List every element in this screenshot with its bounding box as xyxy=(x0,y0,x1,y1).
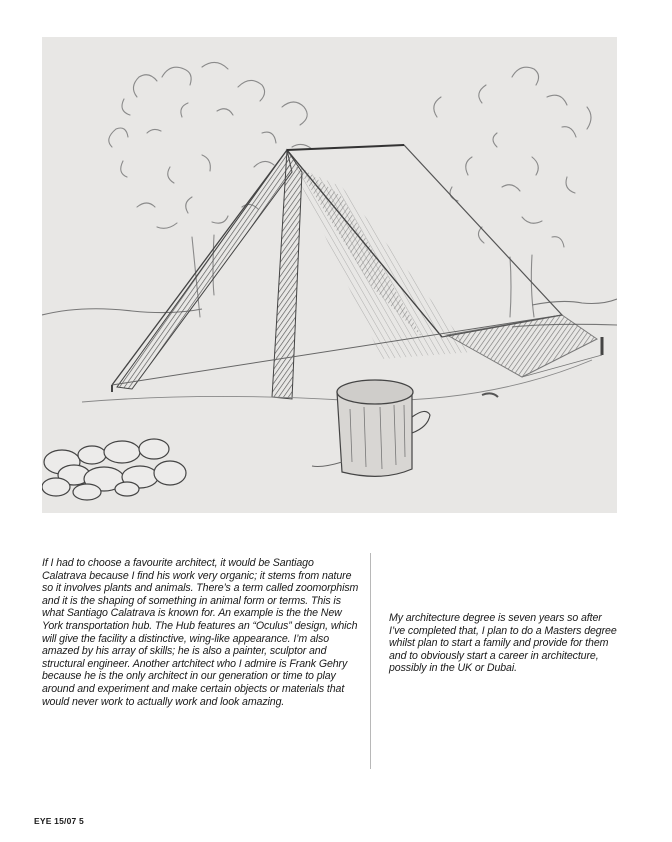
tent-sketch-drawing xyxy=(42,37,617,513)
right-column-text: My architecture degree is seven years so after I’ve completed that, I plan to do a Masters degree whilst plan to start a family and provide for them and to obviously start a career in architecture, possibly in the UK or Dubai. xyxy=(389,612,617,675)
tent-sketch-image xyxy=(42,37,617,513)
column-divider xyxy=(370,553,371,769)
article-left-column xyxy=(42,557,359,708)
left-column-text: If I had to choose a favourite architect, it would be Santiago Calatrava because I find his work very organic; it stems from nature so it involves plants and animals. There’s a term called zoomorphism and it is the shaping of something in animal form or terms. This is what Santiago Calatrava is known for. An example is the the New York transportation hub. The Hub features an “Oculus” design, which will give the facility a distinctive, wing-like appearance. I’m also amazed by his array of skills; he is also a painter, sculptor and structural engineer. Another artchitect who I admire is Frank Gehry because he is the only architect in our generation or time to play around and experiment and make certain objects or materials that would never work to actually work and look amazing. xyxy=(42,557,359,708)
article-right-column xyxy=(389,612,617,675)
page-footer-label: EYE 15/07 5 xyxy=(34,816,84,826)
